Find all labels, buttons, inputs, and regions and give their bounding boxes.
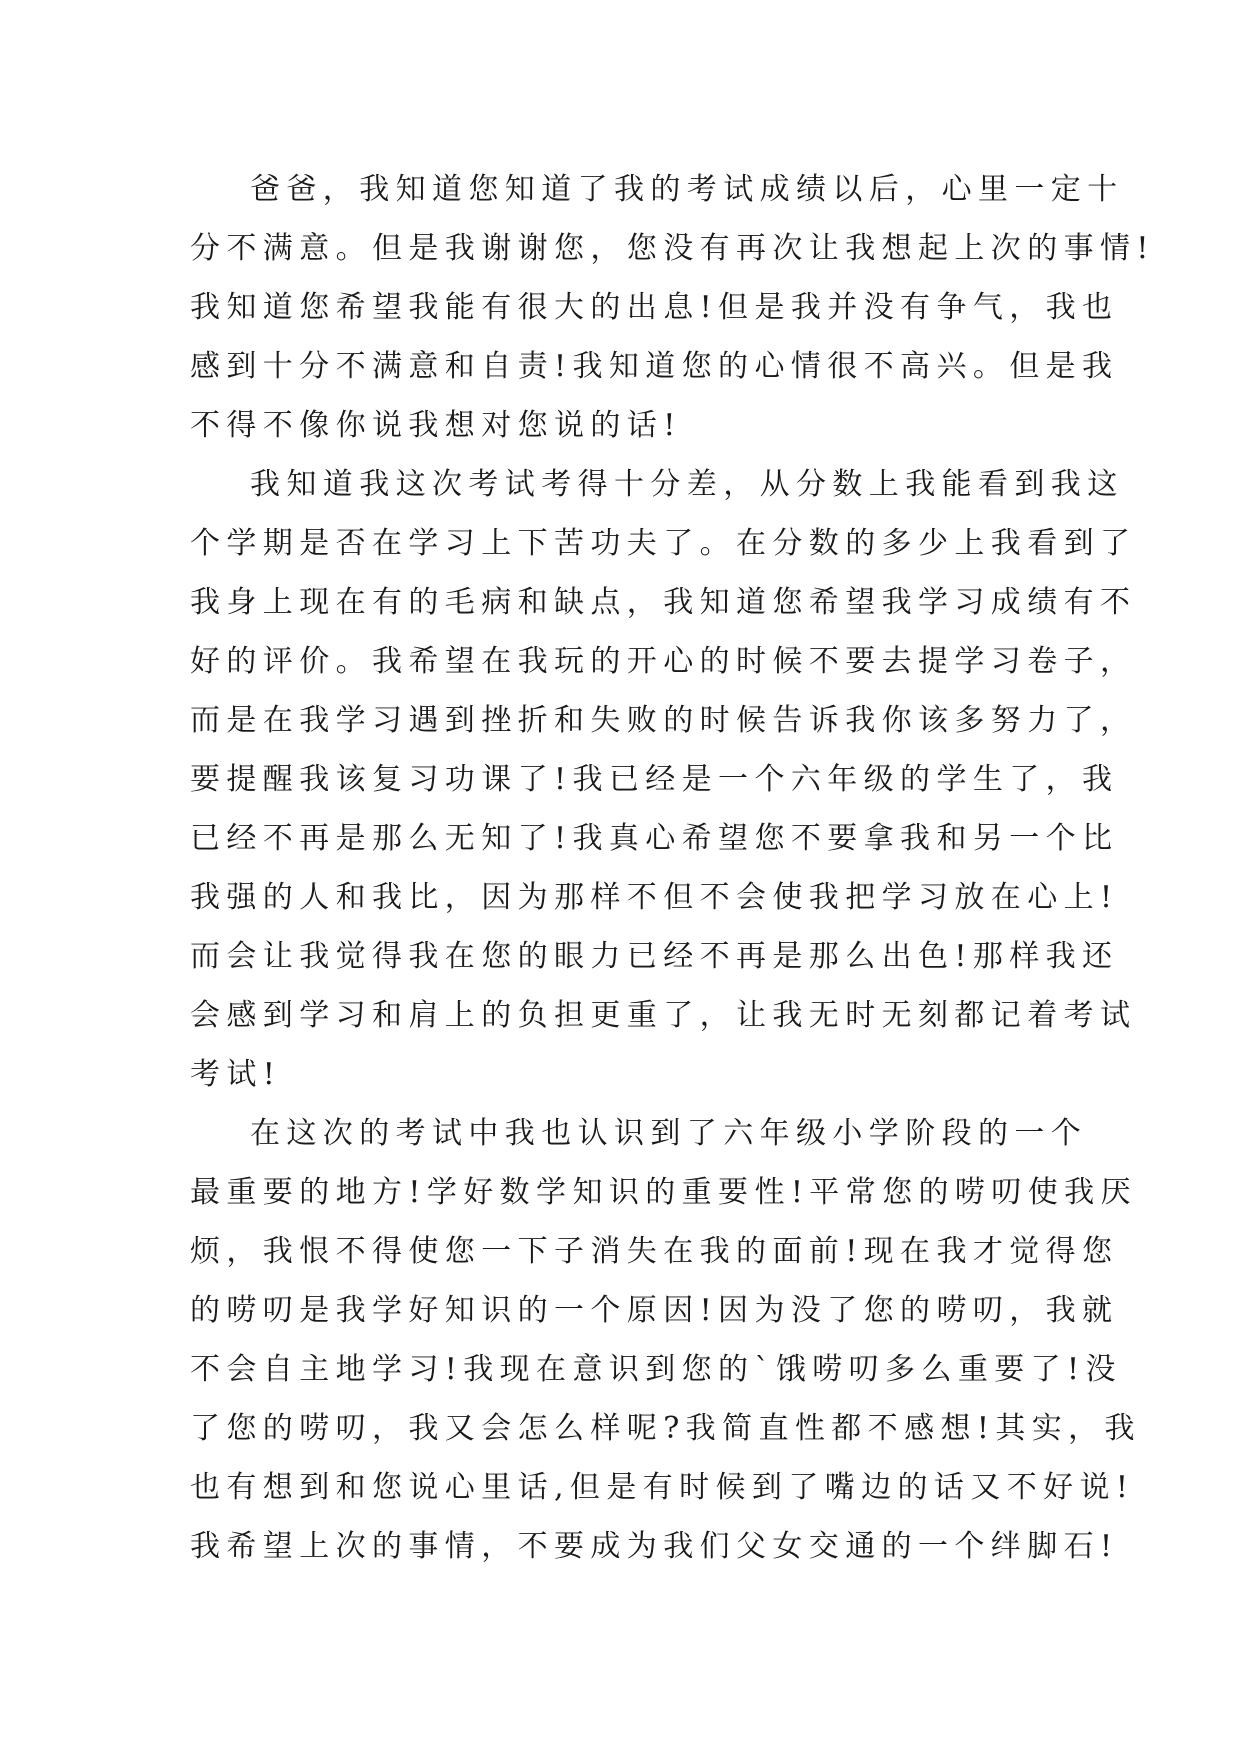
text-line: 已经不再是那么无知了!我真心希望您不要拿我和另一个比	[190, 821, 1119, 856]
text-line: 的唠叨是我学好知识的一个原因!因为没了您的唠叨，我就	[190, 1293, 1119, 1328]
letter-body	[190, 160, 1155, 1576]
text-line: 感到十分不满意和自责!我知道您的心情很不高兴。但是我	[190, 349, 1119, 384]
text-line: 了您的唠叨，我又会怎么样呢?我简直性都不感想!其实，我	[190, 1411, 1141, 1446]
text-line: 而会让我觉得我在您的眼力已经不再是那么出色!那样我还	[190, 939, 1119, 974]
text-line: 好的评价。我希望在我玩的开心的时候不要去提学习卷子，	[190, 644, 1137, 679]
text-line: 我希望上次的事情，不要成为我们父女交通的一个绊脚石!	[190, 1529, 1119, 1564]
text-line: 不得不像你说我想对您说的话!	[190, 408, 682, 443]
paragraph-1	[190, 160, 1155, 455]
text-line: 最重要的地方!学好数学知识的重要性!平常您的唠叨使我厌	[190, 1175, 1137, 1210]
text-line: 而是在我学习遇到挫折和失败的时候告诉我你该多努力了，	[190, 703, 1137, 738]
text-line: 我知道您希望我能有很大的出息!但是我并没有争气，我也	[190, 290, 1119, 325]
text-line: 爸爸，我知道您知道了我的考试成绩以后，心里一定十	[250, 172, 1124, 207]
paragraph-3	[190, 1104, 1141, 1576]
paragraph-2	[190, 455, 1137, 1104]
text-line: 不会自主地学习!我现在意识到您的`饿唠叨多么重要了!没	[190, 1352, 1122, 1387]
text-line: 会感到学习和肩上的负担更重了，让我无时无刻都记着考试	[190, 998, 1137, 1033]
text-line: 个学期是否在学习上下苦功夫了。在分数的多少上我看到了	[190, 526, 1137, 561]
text-line: 要提醒我该复习功课了!我已经是一个六年级的学生了，我	[190, 762, 1119, 797]
text-line: 分不满意。但是我谢谢您，您没有再次让我想起上次的事情!	[190, 231, 1155, 266]
text-line: 考试!	[190, 1057, 282, 1092]
text-line: 在这次的考试中我也认识到了六年级小学阶段的一个	[250, 1116, 1088, 1151]
text-line: 我身上现在有的毛病和缺点，我知道您希望我学习成绩有不	[190, 585, 1137, 620]
text-line: 我知道我这次考试考得十分差，从分数上我能看到我这	[250, 467, 1124, 502]
text-line: 我强的人和我比，因为那样不但不会使我把学习放在心上!	[190, 880, 1119, 915]
text-line: 烦，我恨不得使您一下子消失在我的面前!现在我才觉得您	[190, 1234, 1119, 1269]
text-line: 也有想到和您说心里话,但是有时候到了嘴边的话又不好说!	[190, 1470, 1135, 1505]
